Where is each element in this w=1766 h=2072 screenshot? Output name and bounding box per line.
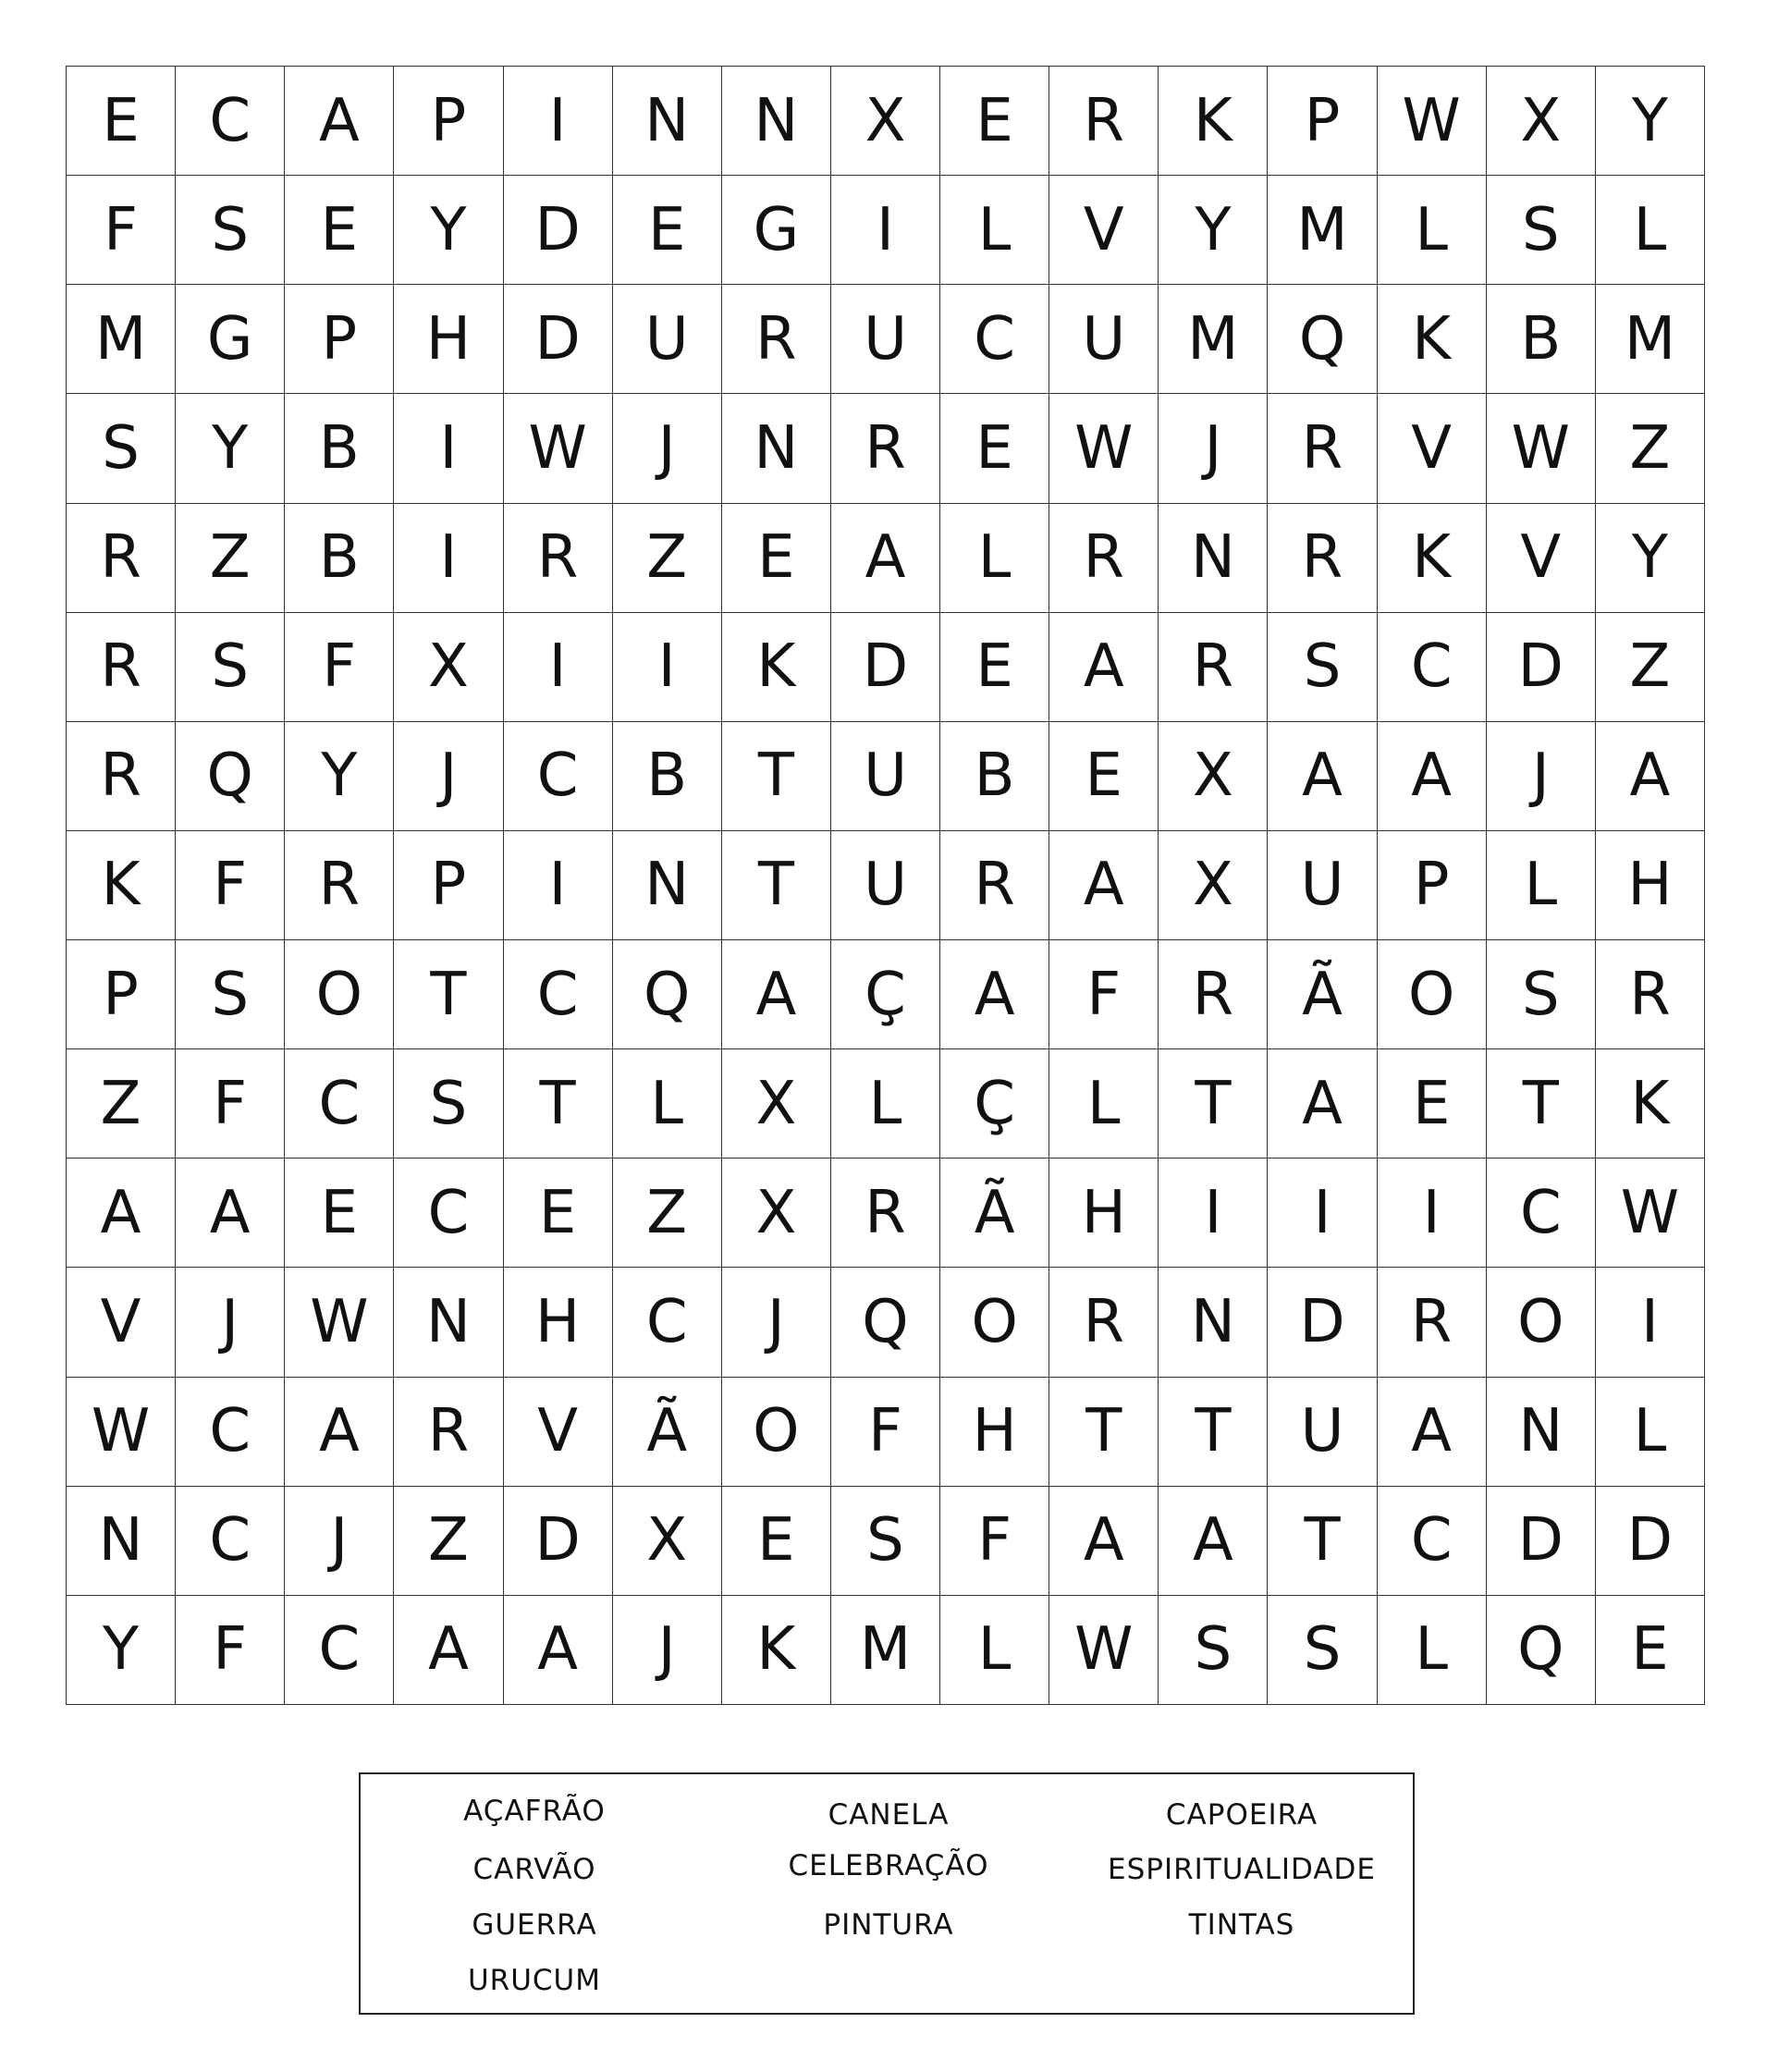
- grid-cell[interactable]: R: [1596, 940, 1705, 1049]
- grid-cell[interactable]: L: [1378, 1596, 1487, 1705]
- grid-cell[interactable]: P: [394, 67, 503, 176]
- grid-cell[interactable]: N: [67, 1487, 176, 1596]
- word-item: TINTAS: [1188, 1908, 1295, 1942]
- grid-cell[interactable]: X: [1159, 831, 1268, 940]
- grid-cell[interactable]: R: [67, 613, 176, 722]
- grid-cell[interactable]: T: [394, 940, 503, 1049]
- grid-cell[interactable]: O: [285, 940, 394, 1049]
- grid-cell[interactable]: C: [176, 67, 285, 176]
- grid-cell[interactable]: S: [1159, 1596, 1268, 1705]
- grid-cell[interactable]: R: [1268, 504, 1377, 613]
- grid-cell[interactable]: X: [722, 1159, 831, 1268]
- grid-cell[interactable]: Y: [176, 394, 285, 503]
- grid-cell[interactable]: E: [67, 67, 176, 176]
- grid-cell[interactable]: T: [722, 722, 831, 831]
- grid-cell[interactable]: I: [613, 613, 722, 722]
- grid-cell[interactable]: A: [285, 67, 394, 176]
- grid-cell[interactable]: I: [504, 831, 613, 940]
- grid-cell[interactable]: A: [831, 504, 940, 613]
- grid-cell[interactable]: X: [394, 613, 503, 722]
- grid-cell[interactable]: P: [1268, 67, 1377, 176]
- grid-cell[interactable]: L: [831, 1049, 940, 1159]
- grid-cell[interactable]: E: [940, 613, 1049, 722]
- grid-cell[interactable]: X: [1487, 67, 1596, 176]
- grid-cell[interactable]: J: [613, 394, 722, 503]
- grid-cell[interactable]: Y: [394, 176, 503, 285]
- grid-cell[interactable]: I: [394, 394, 503, 503]
- grid-cell[interactable]: K: [722, 1596, 831, 1705]
- grid-cell[interactable]: I: [831, 176, 940, 285]
- grid-cell[interactable]: A: [1596, 722, 1705, 831]
- grid-cell[interactable]: U: [831, 285, 940, 394]
- grid-cell[interactable]: A: [722, 940, 831, 1049]
- grid-cell[interactable]: E: [1049, 722, 1159, 831]
- grid-cell[interactable]: Z: [67, 1049, 176, 1159]
- grid-cell[interactable]: E: [940, 67, 1049, 176]
- grid-cell[interactable]: L: [1487, 831, 1596, 940]
- grid-cell[interactable]: R: [1378, 1268, 1487, 1377]
- grid-cell[interactable]: E: [613, 176, 722, 285]
- grid-cell[interactable]: I: [1159, 1159, 1268, 1268]
- grid-cell[interactable]: Y: [1596, 504, 1705, 613]
- grid-cell[interactable]: R: [1159, 613, 1268, 722]
- grid-cell[interactable]: J: [394, 722, 503, 831]
- word-item: GUERRA: [472, 1908, 597, 1942]
- grid-cell[interactable]: I: [1268, 1159, 1377, 1268]
- grid-cell[interactable]: F: [176, 831, 285, 940]
- grid-cell[interactable]: M: [67, 285, 176, 394]
- grid-cell[interactable]: C: [285, 1596, 394, 1705]
- grid-cell[interactable]: L: [1596, 1378, 1705, 1487]
- grid-cell[interactable]: D: [504, 1487, 613, 1596]
- grid-cell[interactable]: G: [176, 285, 285, 394]
- grid-cell[interactable]: X: [1159, 722, 1268, 831]
- grid-cell[interactable]: R: [504, 504, 613, 613]
- word-list: [359, 1772, 1415, 2015]
- grid-cell[interactable]: P: [394, 831, 503, 940]
- word-item: CELEBRAÇÃO: [788, 1849, 989, 1882]
- grid-cell[interactable]: Ç: [831, 940, 940, 1049]
- word-item: CANELA: [828, 1798, 950, 1832]
- grid-cell[interactable]: N: [1159, 504, 1268, 613]
- grid-cell[interactable]: T: [1268, 1487, 1377, 1596]
- grid-cell[interactable]: Z: [1596, 613, 1705, 722]
- grid-cell[interactable]: C: [285, 1049, 394, 1159]
- grid-cell[interactable]: R: [394, 1378, 503, 1487]
- grid-cell[interactable]: B: [613, 722, 722, 831]
- grid-cell[interactable]: C: [176, 1378, 285, 1487]
- grid-cell[interactable]: G: [722, 176, 831, 285]
- grid-cell[interactable]: C: [176, 1487, 285, 1596]
- grid-cell[interactable]: N: [722, 67, 831, 176]
- grid-cell[interactable]: H: [1596, 831, 1705, 940]
- grid-cell[interactable]: W: [1596, 1159, 1705, 1268]
- grid-cell[interactable]: E: [1596, 1596, 1705, 1705]
- grid-cell[interactable]: P: [1378, 831, 1487, 940]
- grid-cell[interactable]: M: [1596, 285, 1705, 394]
- grid-cell[interactable]: O: [722, 1378, 831, 1487]
- grid-cell[interactable]: N: [1487, 1378, 1596, 1487]
- grid-cell[interactable]: A: [1049, 831, 1159, 940]
- word-item: URUCUM: [467, 1964, 601, 1997]
- grid-cell[interactable]: S: [176, 940, 285, 1049]
- grid-cell[interactable]: O: [1378, 940, 1487, 1049]
- grid-cell[interactable]: L: [940, 504, 1049, 613]
- grid-cell[interactable]: J: [285, 1487, 394, 1596]
- grid-cell[interactable]: A: [1268, 1049, 1377, 1159]
- grid-cell[interactable]: F: [176, 1049, 285, 1159]
- grid-cell[interactable]: Y: [1159, 176, 1268, 285]
- grid-cell[interactable]: L: [613, 1049, 722, 1159]
- grid-cell[interactable]: J: [1487, 722, 1596, 831]
- grid-cell[interactable]: V: [1487, 504, 1596, 613]
- grid-cell[interactable]: R: [831, 394, 940, 503]
- word-item: AÇAFRÃO: [463, 1795, 606, 1828]
- word-item: ESPIRITUALIDADE: [1107, 1853, 1377, 1886]
- grid-cell[interactable]: A: [176, 1159, 285, 1268]
- grid-cell[interactable]: N: [613, 67, 722, 176]
- grid-cell[interactable]: I: [1596, 1268, 1705, 1377]
- grid-cell[interactable]: V: [504, 1378, 613, 1487]
- grid-cell[interactable]: A: [1268, 722, 1377, 831]
- grid-cell[interactable]: E: [722, 504, 831, 613]
- grid-cell[interactable]: W: [1049, 1596, 1159, 1705]
- grid-cell[interactable]: I: [394, 504, 503, 613]
- grid-cell[interactable]: T: [1159, 1378, 1268, 1487]
- grid-cell[interactable]: Z: [394, 1487, 503, 1596]
- grid-cell[interactable]: S: [1268, 1596, 1377, 1705]
- grid-cell[interactable]: W: [1049, 394, 1159, 503]
- grid-cell[interactable]: F: [1049, 940, 1159, 1049]
- grid-cell[interactable]: D: [1596, 1487, 1705, 1596]
- grid-cell[interactable]: S: [176, 613, 285, 722]
- grid-cell[interactable]: E: [722, 1487, 831, 1596]
- grid-cell[interactable]: W: [504, 394, 613, 503]
- grid-cell[interactable]: K: [1596, 1049, 1705, 1159]
- grid-cell[interactable]: C: [613, 1268, 722, 1377]
- grid-cell[interactable]: A: [940, 940, 1049, 1049]
- grid-cell[interactable]: T: [722, 831, 831, 940]
- grid-cell[interactable]: T: [1159, 1049, 1268, 1159]
- word-item: PINTURA: [823, 1908, 954, 1942]
- grid-cell[interactable]: K: [1378, 285, 1487, 394]
- grid-cell[interactable]: E: [504, 1159, 613, 1268]
- grid-cell[interactable]: R: [67, 504, 176, 613]
- grid-cell[interactable]: C: [1378, 1487, 1487, 1596]
- grid-cell[interactable]: H: [394, 285, 503, 394]
- grid-cell[interactable]: R: [1049, 1268, 1159, 1377]
- grid-cell[interactable]: A: [1049, 613, 1159, 722]
- word-item: CAPOEIRA: [1165, 1798, 1318, 1832]
- grid-cell[interactable]: R: [722, 285, 831, 394]
- grid-cell[interactable]: Y: [285, 722, 394, 831]
- grid-cell[interactable]: M: [831, 1596, 940, 1705]
- grid-cell[interactable]: O: [940, 1268, 1049, 1377]
- grid-cell[interactable]: C: [940, 285, 1049, 394]
- grid-cell[interactable]: B: [285, 504, 394, 613]
- grid-cell[interactable]: X: [831, 67, 940, 176]
- grid-cell[interactable]: L: [1049, 1049, 1159, 1159]
- grid-cell[interactable]: B: [1487, 285, 1596, 394]
- grid-cell[interactable]: U: [1268, 831, 1377, 940]
- grid-cell[interactable]: D: [1268, 1268, 1377, 1377]
- grid-cell[interactable]: D: [504, 176, 613, 285]
- grid-cell[interactable]: L: [1596, 176, 1705, 285]
- grid-cell[interactable]: R: [940, 831, 1049, 940]
- grid-cell[interactable]: D: [831, 613, 940, 722]
- grid-cell[interactable]: Ã: [940, 1159, 1049, 1268]
- grid-cell[interactable]: Y: [67, 1596, 176, 1705]
- grid-cell[interactable]: I: [504, 613, 613, 722]
- grid-cell[interactable]: S: [1487, 940, 1596, 1049]
- grid-cell[interactable]: N: [613, 831, 722, 940]
- grid-cell[interactable]: H: [1049, 1159, 1159, 1268]
- grid-cell[interactable]: E: [285, 1159, 394, 1268]
- grid-cell[interactable]: A: [1378, 722, 1487, 831]
- grid-cell[interactable]: X: [613, 1487, 722, 1596]
- grid-cell[interactable]: U: [613, 285, 722, 394]
- grid-cell[interactable]: W: [67, 1378, 176, 1487]
- grid-cell[interactable]: S: [1487, 176, 1596, 285]
- grid-cell[interactable]: K: [1159, 67, 1268, 176]
- grid-cell[interactable]: J: [613, 1596, 722, 1705]
- grid-cell[interactable]: A: [1378, 1378, 1487, 1487]
- grid-cell[interactable]: L: [940, 176, 1049, 285]
- grid-cell[interactable]: F: [176, 1596, 285, 1705]
- grid-cell[interactable]: H: [940, 1378, 1049, 1487]
- grid-cell[interactable]: W: [1378, 67, 1487, 176]
- grid-cell[interactable]: R: [285, 831, 394, 940]
- grid-cell[interactable]: F: [940, 1487, 1049, 1596]
- grid-cell[interactable]: C: [504, 722, 613, 831]
- grid-cell[interactable]: V: [67, 1268, 176, 1377]
- grid-cell[interactable]: E: [940, 394, 1049, 503]
- grid-cell[interactable]: J: [176, 1268, 285, 1377]
- grid-cell[interactable]: L: [1378, 176, 1487, 285]
- grid-cell[interactable]: J: [722, 1268, 831, 1377]
- grid-cell[interactable]: Z: [1596, 394, 1705, 503]
- grid-cell[interactable]: N: [722, 394, 831, 503]
- letter-grid: [66, 66, 1705, 1705]
- grid-cell[interactable]: A: [504, 1596, 613, 1705]
- grid-cell[interactable]: E: [1378, 1049, 1487, 1159]
- grid-cell[interactable]: B: [940, 722, 1049, 831]
- grid-cell[interactable]: U: [831, 722, 940, 831]
- grid-cell[interactable]: Z: [176, 504, 285, 613]
- grid-cell[interactable]: O: [1487, 1268, 1596, 1377]
- grid-cell[interactable]: B: [285, 394, 394, 503]
- grid-cell[interactable]: S: [831, 1487, 940, 1596]
- grid-cell[interactable]: T: [504, 1049, 613, 1159]
- grid-cell[interactable]: S: [1268, 613, 1377, 722]
- grid-cell[interactable]: D: [1487, 613, 1596, 722]
- grid-cell[interactable]: Q: [1268, 285, 1377, 394]
- grid-cell[interactable]: D: [1487, 1487, 1596, 1596]
- grid-cell[interactable]: Z: [613, 504, 722, 613]
- grid-cell[interactable]: I: [1378, 1159, 1487, 1268]
- grid-cell[interactable]: C: [504, 940, 613, 1049]
- grid-cell[interactable]: C: [394, 1159, 503, 1268]
- grid-cell[interactable]: X: [722, 1049, 831, 1159]
- grid-cell[interactable]: N: [394, 1268, 503, 1377]
- grid-cell[interactable]: U: [1268, 1378, 1377, 1487]
- grid-cell[interactable]: R: [1049, 504, 1159, 613]
- grid-cell[interactable]: Q: [831, 1268, 940, 1377]
- grid-cell[interactable]: E: [285, 176, 394, 285]
- grid-cell[interactable]: C: [1487, 1159, 1596, 1268]
- grid-cell[interactable]: H: [504, 1268, 613, 1377]
- grid-cell[interactable]: S: [176, 176, 285, 285]
- grid-cell[interactable]: F: [285, 613, 394, 722]
- grid-cell[interactable]: K: [67, 831, 176, 940]
- grid-cell[interactable]: T: [1487, 1049, 1596, 1159]
- grid-cell[interactable]: A: [285, 1378, 394, 1487]
- grid-cell[interactable]: U: [831, 831, 940, 940]
- grid-cell[interactable]: W: [1487, 394, 1596, 503]
- grid-cell[interactable]: Y: [1596, 67, 1705, 176]
- grid-cell[interactable]: Q: [176, 722, 285, 831]
- grid-cell[interactable]: R: [67, 722, 176, 831]
- grid-cell[interactable]: Ã: [1268, 940, 1377, 1049]
- grid-cell[interactable]: A: [67, 1159, 176, 1268]
- grid-cell[interactable]: P: [67, 940, 176, 1049]
- grid-cell[interactable]: K: [1378, 504, 1487, 613]
- grid-cell[interactable]: A: [394, 1596, 503, 1705]
- grid-cell[interactable]: M: [1159, 285, 1268, 394]
- grid-cell[interactable]: R: [831, 1159, 940, 1268]
- grid-cell[interactable]: Q: [1487, 1596, 1596, 1705]
- word-item: CARVÃO: [472, 1853, 596, 1886]
- grid-cell[interactable]: F: [831, 1378, 940, 1487]
- grid-cell[interactable]: I: [504, 67, 613, 176]
- grid-cell[interactable]: V: [1378, 394, 1487, 503]
- grid-cell[interactable]: S: [394, 1049, 503, 1159]
- grid-cell[interactable]: J: [1159, 394, 1268, 503]
- grid-cell[interactable]: Z: [613, 1159, 722, 1268]
- grid-cell[interactable]: A: [1049, 1487, 1159, 1596]
- grid-cell[interactable]: R: [1159, 940, 1268, 1049]
- grid-cell[interactable]: Q: [613, 940, 722, 1049]
- grid-cell[interactable]: W: [285, 1268, 394, 1377]
- grid-cell[interactable]: F: [67, 176, 176, 285]
- grid-cell[interactable]: D: [504, 285, 613, 394]
- grid-cell[interactable]: V: [1049, 176, 1159, 285]
- grid-cell[interactable]: A: [1159, 1487, 1268, 1596]
- grid-cell[interactable]: U: [1049, 285, 1159, 394]
- grid-cell[interactable]: R: [1049, 67, 1159, 176]
- grid-cell[interactable]: T: [1049, 1378, 1159, 1487]
- grid-cell[interactable]: S: [67, 394, 176, 503]
- grid-cell[interactable]: R: [1268, 394, 1377, 503]
- grid-cell[interactable]: M: [1268, 176, 1377, 285]
- grid-cell[interactable]: C: [1378, 613, 1487, 722]
- grid-cell[interactable]: N: [1159, 1268, 1268, 1377]
- grid-cell[interactable]: L: [940, 1596, 1049, 1705]
- grid-cell[interactable]: Ç: [940, 1049, 1049, 1159]
- grid-cell[interactable]: K: [722, 613, 831, 722]
- grid-cell[interactable]: Ã: [613, 1378, 722, 1487]
- grid-cell[interactable]: P: [285, 285, 394, 394]
